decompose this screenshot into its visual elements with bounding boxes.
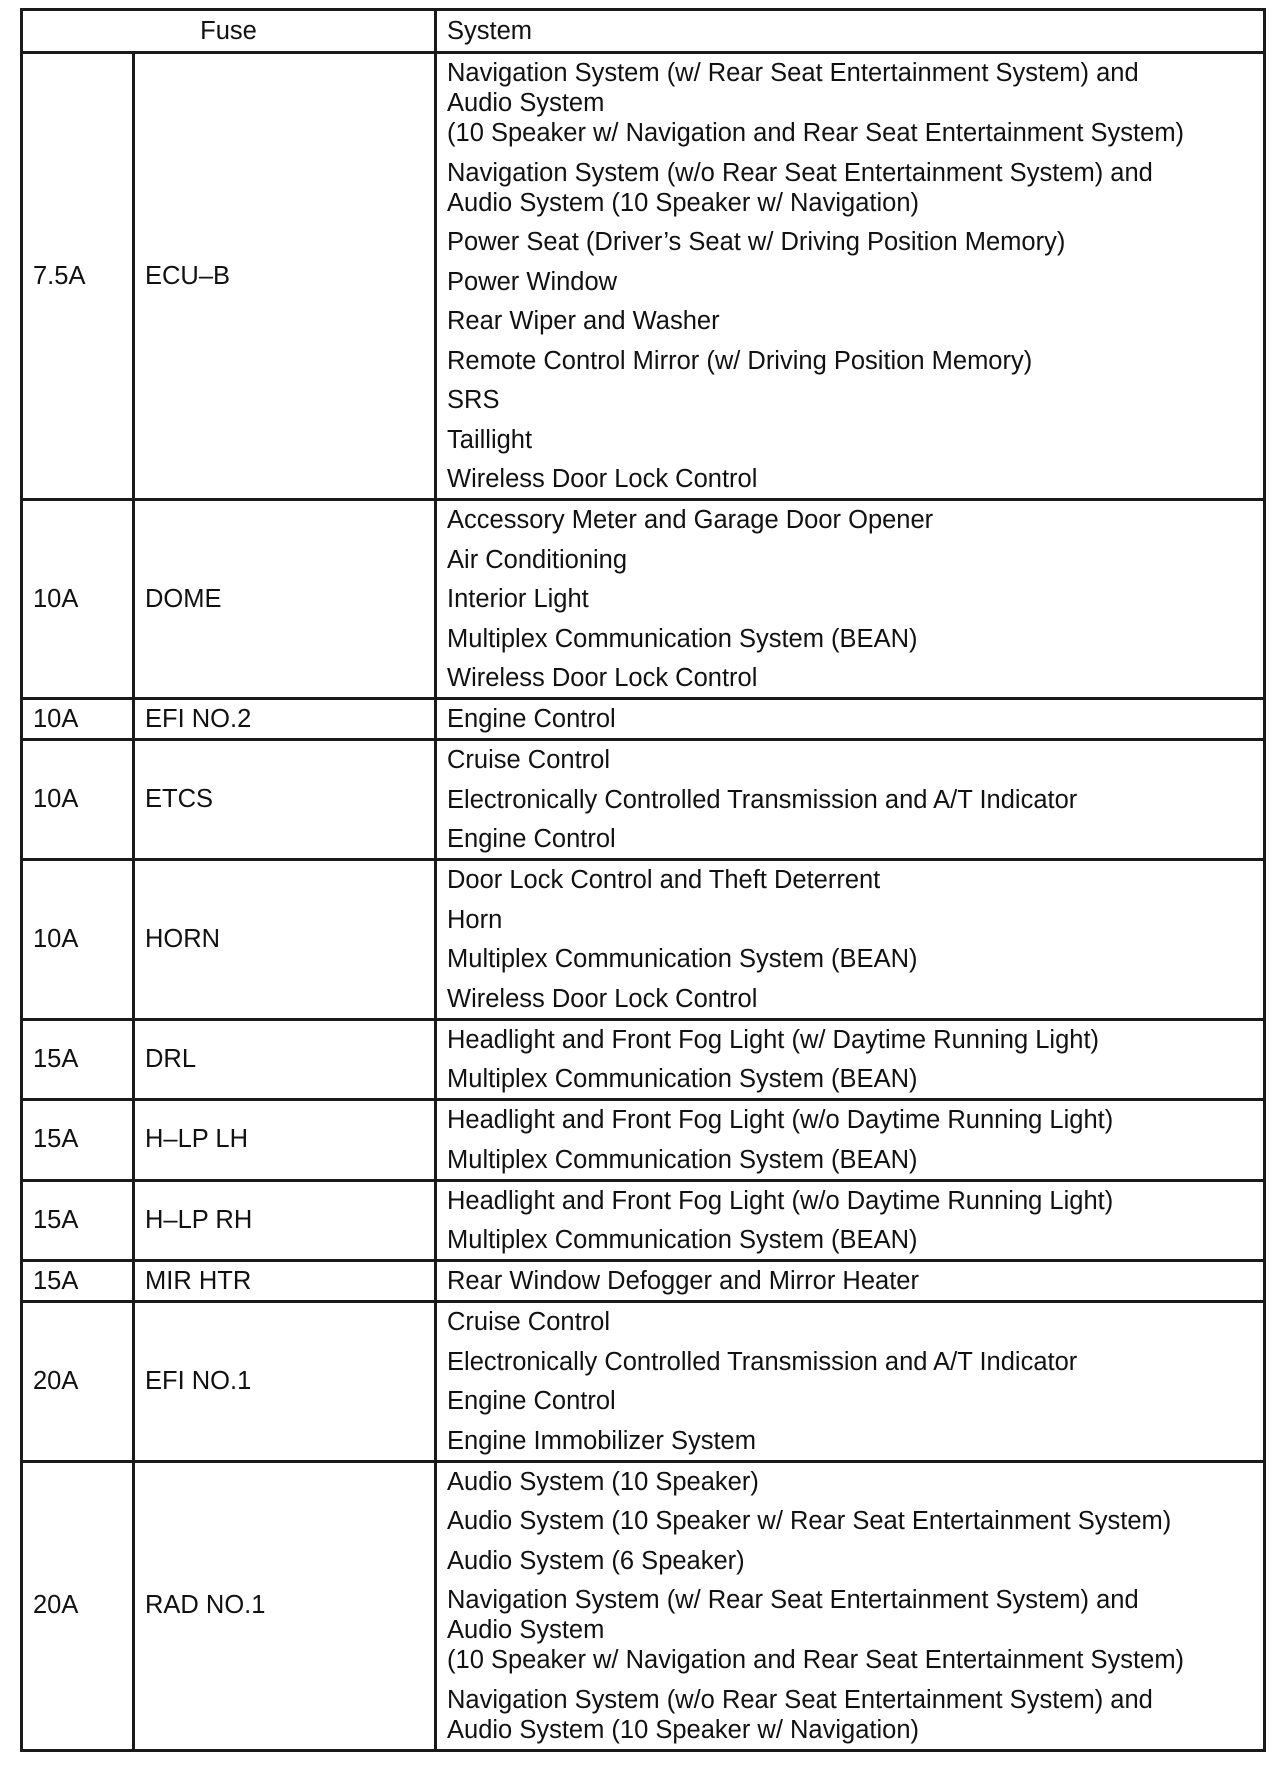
fuse-amperage: 15A [22, 1180, 134, 1261]
system-entry-line: Electronically Controlled Transmission and A/T Indicator [447, 785, 1078, 814]
fuse-name: H–LP RH [134, 1180, 436, 1261]
system-list [436, 1302, 1265, 1462]
system-entry [447, 984, 1253, 1014]
system-entry [447, 663, 1253, 693]
system-entry-line: Rear Wiper and Washer [447, 307, 720, 335]
fuse-name: EFI NO.1 [134, 1302, 436, 1462]
system-entry-line: Audio System (10 Speaker w/ Navigation) [447, 1715, 919, 1744]
table-row [22, 860, 1265, 1020]
system-entry-line: Wireless Door Lock Control [447, 465, 758, 493]
system-entry-line: Audio System (10 Speaker w/ Rear Seat Entertainment System) [447, 1507, 1172, 1535]
system-entry-line: Audio System (6 Speaker) [447, 1546, 745, 1575]
fuse-name: MIR HTR [134, 1261, 436, 1302]
system-entry [447, 1307, 1253, 1337]
system-entry [447, 1347, 1253, 1377]
table-row [22, 1180, 1265, 1261]
system-entry-line: Wireless Door Lock Control [447, 984, 758, 1013]
fuse-amperage: 20A [22, 1302, 134, 1462]
system-entry [447, 545, 1253, 575]
system-entry-line: Remote Control Mirror (w/ Driving Position Memory) [447, 346, 1033, 375]
fuse-amperage: 15A [22, 1100, 134, 1181]
table-row [22, 500, 1265, 699]
system-entry [447, 346, 1253, 376]
fuse-amperage: 15A [22, 1019, 134, 1100]
system-entry-line: (10 Speaker w/ Navigation and Rear Seat Entertainment System) [447, 119, 1185, 147]
system-list [436, 860, 1265, 1020]
system-entry-line: SRS [447, 386, 500, 414]
table-row [22, 1019, 1265, 1100]
system-entry-line: Cruise Control [447, 746, 610, 774]
fuse-table [20, 8, 1266, 1752]
system-entry [447, 267, 1253, 297]
system-entry [447, 385, 1253, 415]
system-entry-line: (10 Speaker w/ Navigation and Rear Seat Entertainment System) [447, 1646, 1185, 1674]
system-entry-line: Cruise Control [447, 1308, 610, 1336]
fuse-table-body [22, 53, 1265, 1751]
table-row [22, 53, 1265, 500]
system-entry-line: Rear Window Defogger and Mirror Heater [447, 1267, 919, 1295]
fuse-amperage: 10A [22, 860, 134, 1020]
table-row [22, 1100, 1265, 1181]
system-entry-line: Horn [447, 905, 503, 934]
system-entry-line: Engine Control [447, 825, 616, 853]
system-entry [447, 1266, 1253, 1296]
system-entry-line: Multiplex Communication System (BEAN) [447, 1065, 918, 1093]
system-entry-line: Electronically Controlled Transmission and A/T Indicator [447, 1347, 1078, 1376]
fuse-name: HORN [134, 860, 436, 1020]
system-entry-line: Headlight and Front Fog Light (w/o Daytime Running Light) [447, 1186, 1114, 1215]
system-entry-line: Power Window [447, 267, 618, 296]
system-entry [447, 584, 1253, 614]
fuse-name: RAD NO.1 [134, 1461, 436, 1750]
system-entry-line: Multiplex Communication System (BEAN) [447, 624, 918, 653]
system-entry-line: Engine Immobilizer System [447, 1426, 756, 1455]
fuse-amperage: 10A [22, 740, 134, 860]
system-entry-line: Power Seat (Driver’s Seat w/ Driving Position Memory) [447, 228, 1066, 256]
system-entry [447, 1025, 1253, 1055]
system-entry [447, 505, 1253, 535]
fuse-amperage: 15A [22, 1261, 134, 1302]
system-entry-line: Engine Control [447, 1387, 616, 1415]
system-list [436, 53, 1265, 500]
system-entry-line: Air Conditioning [447, 545, 628, 574]
system-entry [447, 865, 1253, 895]
system-entry [447, 1105, 1253, 1135]
system-entry [447, 1546, 1253, 1576]
table-row [22, 699, 1265, 740]
table-row [22, 1302, 1265, 1462]
system-entry [447, 745, 1253, 775]
fuse-amperage: 20A [22, 1461, 134, 1750]
system-entry-line: Wireless Door Lock Control [447, 664, 758, 692]
system-entry-line: Audio System (10 Speaker w/ Navigation) [447, 188, 919, 217]
system-entry-line: Navigation System (w/o Rear Seat Entertainment System) and [447, 1685, 1153, 1714]
system-entry [447, 1145, 1253, 1175]
fuse-amperage: 10A [22, 500, 134, 699]
system-entry [447, 944, 1253, 974]
fuse-header: Fuse [22, 10, 436, 53]
system-entry-line: Multiplex Communication System (BEAN) [447, 1145, 918, 1174]
system-entry-line: Headlight and Front Fog Light (w/ Daytime Running Light) [447, 1025, 1100, 1054]
system-entry-line: Door Lock Control and Theft Deterrent [447, 866, 881, 894]
system-list [436, 699, 1265, 740]
system-entry [447, 785, 1253, 815]
system-entry-line: Audio System [447, 1616, 605, 1644]
fuse-name: ECU–B [134, 53, 436, 500]
system-entry [447, 1585, 1253, 1675]
system-entry [447, 1506, 1253, 1536]
system-entry [447, 1064, 1253, 1094]
system-entry [447, 1685, 1253, 1745]
system-entry [447, 824, 1253, 854]
system-entry [447, 227, 1253, 257]
system-list [436, 1180, 1265, 1261]
system-entry-line: Taillight [447, 425, 533, 454]
system-entry-line: Navigation System (w/ Rear Seat Entertainment System) and [447, 1586, 1139, 1614]
table-row [22, 1461, 1265, 1750]
system-entry [447, 1386, 1253, 1416]
fuse-name: ETCS [134, 740, 436, 860]
system-entry [447, 464, 1253, 494]
fuse-name: EFI NO.2 [134, 699, 436, 740]
table-row [22, 1261, 1265, 1302]
system-entry-line: Headlight and Front Fog Light (w/o Daytime Running Light) [447, 1106, 1114, 1134]
table-row [22, 740, 1265, 860]
system-entry [447, 158, 1253, 218]
system-list [436, 740, 1265, 860]
system-entry-line: Navigation System (w/o Rear Seat Entertainment System) and [447, 158, 1153, 187]
fuse-name: H–LP LH [134, 1100, 436, 1181]
system-entry-line: Navigation System (w/ Rear Seat Entertainment System) and [447, 59, 1139, 87]
system-entry-line: Engine Control [447, 705, 616, 733]
system-entry-line: Audio System (10 Speaker) [447, 1467, 759, 1496]
system-entry [447, 1186, 1253, 1216]
system-entry [447, 1225, 1253, 1255]
system-list [436, 1100, 1265, 1181]
system-entry [447, 306, 1253, 336]
system-entry [447, 58, 1253, 148]
fuse-name: DRL [134, 1019, 436, 1100]
system-entry-line: Interior Light [447, 585, 589, 613]
system-entry [447, 1426, 1253, 1456]
system-entry [447, 425, 1253, 455]
fuse-name: DOME [134, 500, 436, 699]
system-entry-line: Audio System [447, 89, 605, 117]
system-list [436, 1261, 1265, 1302]
system-entry [447, 624, 1253, 654]
system-entry-line: Accessory Meter and Garage Door Opener [447, 506, 934, 534]
system-entry-line: Multiplex Communication System (BEAN) [447, 945, 918, 973]
fuse-amperage: 10A [22, 699, 134, 740]
system-list [436, 500, 1265, 699]
system-list [436, 1019, 1265, 1100]
system-header: System [436, 10, 1265, 53]
fuse-amperage: 7.5A [22, 53, 134, 500]
system-entry-line: Multiplex Communication System (BEAN) [447, 1226, 918, 1254]
system-entry [447, 905, 1253, 935]
system-entry [447, 704, 1253, 734]
system-entry [447, 1467, 1253, 1497]
system-list [436, 1461, 1265, 1750]
header-row [22, 10, 1265, 53]
